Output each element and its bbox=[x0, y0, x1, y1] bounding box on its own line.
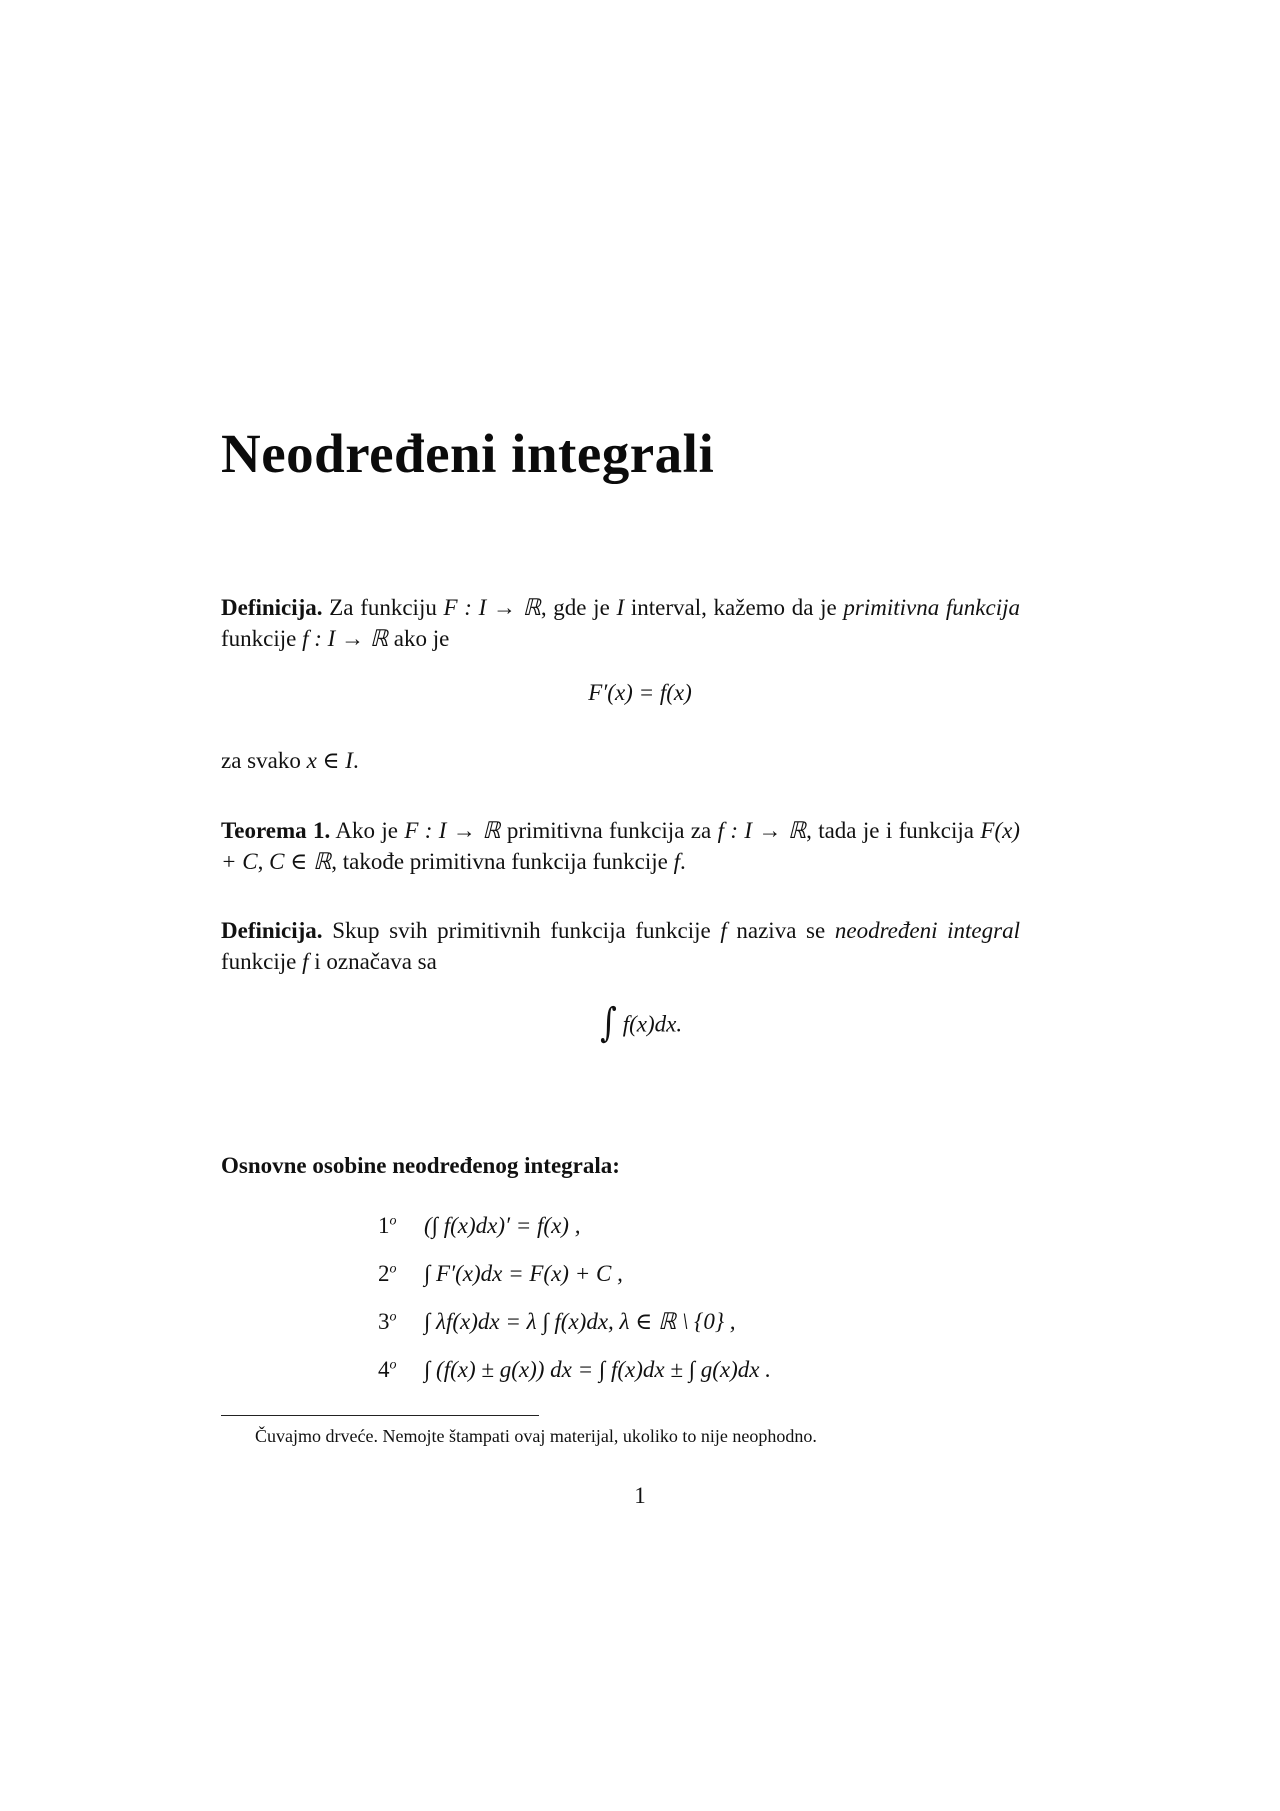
number: 2 bbox=[378, 1261, 390, 1286]
text-run: za svako bbox=[221, 748, 307, 773]
property-expression: ∫ F′(x)dx = F(x) + C , bbox=[424, 1261, 623, 1286]
text-run: primitivna funkcija za bbox=[500, 818, 718, 843]
number: 3 bbox=[378, 1309, 390, 1334]
text-run: interval, kažemo da je bbox=[624, 595, 844, 620]
text-run: ako je bbox=[388, 626, 450, 651]
math-FxC: F(x) + C bbox=[221, 818, 1020, 874]
math-x-in-I: x ∈ I bbox=[306, 748, 353, 773]
definition-primitive-function bbox=[221, 592, 1020, 654]
item-number bbox=[378, 1261, 418, 1287]
equation-integral bbox=[0, 1000, 1280, 1046]
integral-sign: ∫ bbox=[599, 1000, 617, 1046]
theorem-paragraph bbox=[221, 815, 1020, 877]
theorem-1 bbox=[221, 815, 1020, 877]
superscript: o bbox=[389, 1309, 397, 1325]
math-f: f bbox=[673, 849, 680, 874]
text-run: funkcije bbox=[221, 626, 303, 651]
text-run: funkcije bbox=[221, 949, 303, 974]
text-run: , bbox=[257, 849, 270, 874]
footnote-rule bbox=[221, 1415, 539, 1416]
item-number bbox=[378, 1213, 418, 1239]
definition-indefinite-integral bbox=[221, 915, 1020, 977]
text-run: Skup svih primitivnih funkcija funkcije bbox=[322, 918, 721, 943]
math-f: f bbox=[720, 918, 727, 943]
item-number bbox=[378, 1309, 418, 1335]
superscript: o bbox=[389, 1261, 397, 1277]
footnote: Čuvajmo drveće. Nemojte štampati ovaj materijal, ukoliko to nije neophodno. bbox=[255, 1426, 817, 1446]
condition-line bbox=[221, 745, 1020, 776]
definition-paragraph bbox=[221, 915, 1020, 977]
definition-label: Definicija. bbox=[221, 595, 323, 620]
theorem-label: Teorema 1. bbox=[221, 818, 331, 843]
definition-paragraph bbox=[221, 592, 1020, 654]
text-run: Ako je bbox=[330, 818, 405, 843]
page-number: 1 bbox=[634, 1483, 646, 1508]
math-C-in-R: C ∈ ℝ bbox=[269, 849, 332, 874]
integral-expression: f(x)dx. bbox=[622, 1011, 683, 1037]
property-expression: (∫ f(x)dx)′ = f(x) , bbox=[424, 1213, 581, 1238]
math-f: f bbox=[302, 949, 309, 974]
text-run: , tada je i funkcija bbox=[806, 818, 981, 843]
text-run: . bbox=[679, 849, 686, 874]
text-run: Za funkciju bbox=[329, 595, 444, 620]
math-f-map: f : I → ℝ bbox=[717, 818, 807, 843]
superscript: o bbox=[389, 1357, 397, 1373]
item-number bbox=[378, 1357, 418, 1383]
definition-label: Definicija. bbox=[221, 918, 323, 943]
term-neodredjeni-integral: neodređeni integral bbox=[834, 918, 1020, 943]
superscript: o bbox=[389, 1213, 397, 1229]
number: 1 bbox=[378, 1213, 390, 1238]
text-run: i označava sa bbox=[308, 949, 437, 974]
math-f-map: f : I → ℝ bbox=[302, 626, 389, 651]
text-run: naziva se bbox=[726, 918, 835, 943]
math-F-map: F : I → ℝ bbox=[443, 595, 541, 620]
number: 4 bbox=[378, 1357, 390, 1382]
page-title: Neodređeni integrali bbox=[221, 423, 715, 484]
properties-heading: Osnovne osobine neodređenog integrala: bbox=[221, 1153, 620, 1178]
text-run: , takođe primitivna funkcija funkcije bbox=[331, 849, 674, 874]
definition-condition bbox=[221, 745, 1020, 776]
equation-derivative: F′(x) = f(x) bbox=[588, 680, 692, 705]
property-expression: ∫ λf(x)dx = λ ∫ f(x)dx, λ ∈ ℝ \ {0} , bbox=[424, 1309, 736, 1334]
math-F-map: F : I → ℝ bbox=[404, 818, 501, 843]
text-run: . bbox=[352, 748, 359, 773]
term-primitivna-funkcija: primitivna funkcija bbox=[843, 595, 1021, 620]
property-expression: ∫ (f(x) ± g(x)) dx = ∫ f(x)dx ± ∫ g(x)dx . bbox=[424, 1357, 771, 1382]
math-I: I bbox=[616, 595, 625, 620]
text-run: , gde je bbox=[540, 595, 617, 620]
